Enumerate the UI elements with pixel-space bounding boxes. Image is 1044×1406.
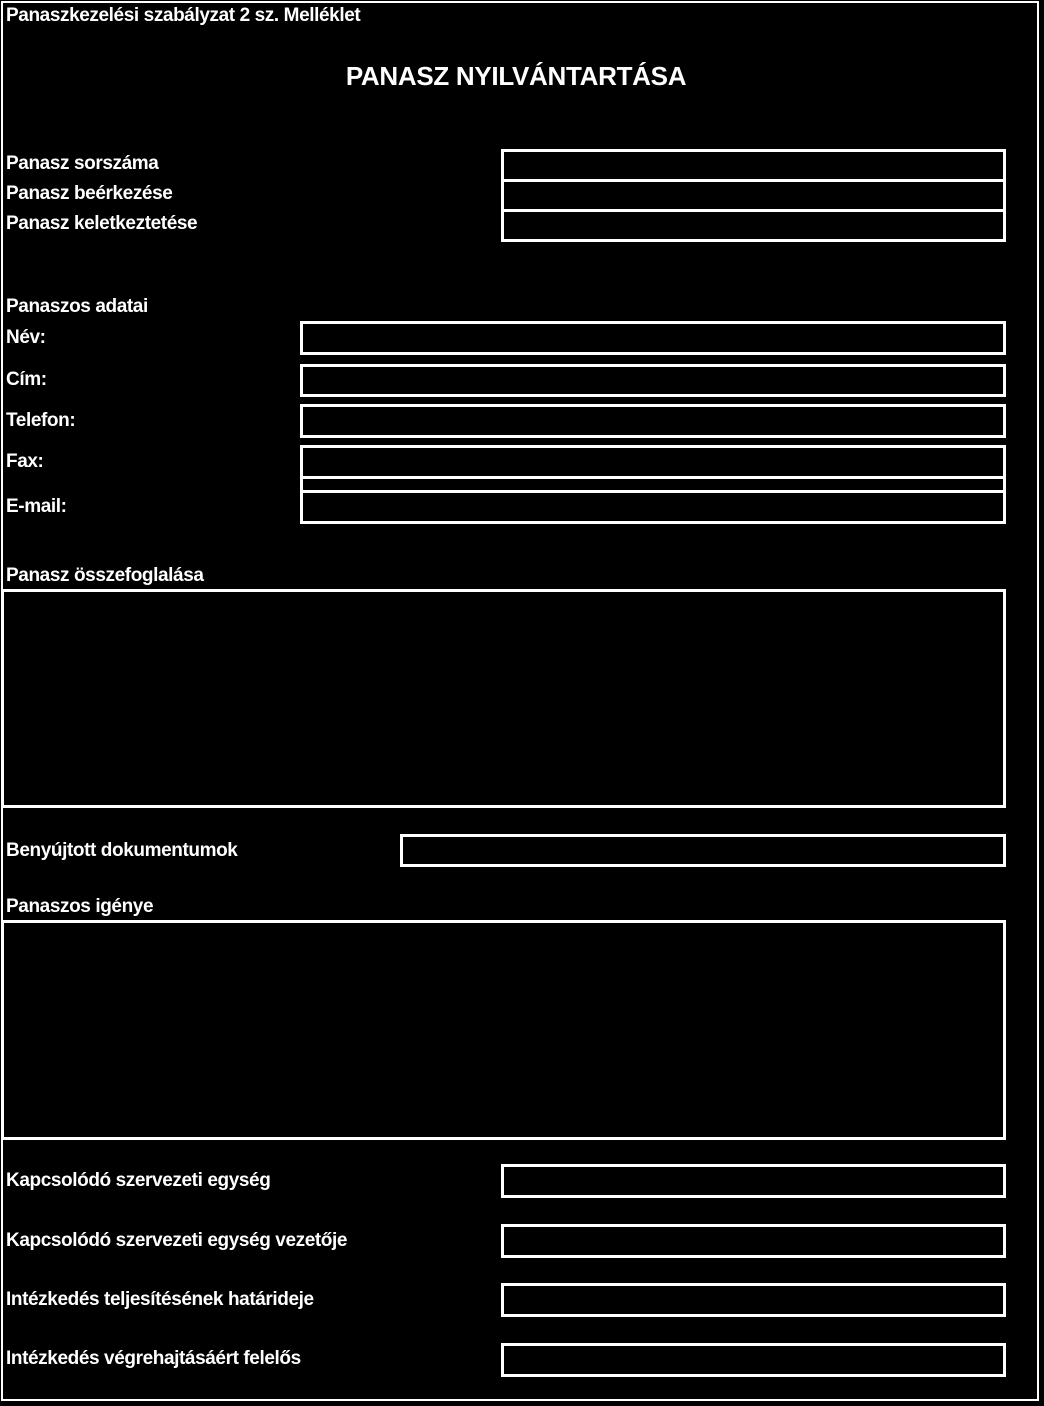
complainant-section-label: Panaszos adatai [6, 296, 148, 317]
appendix-note: Panaszkezelési szabályzat 2 sz. Melléklet [6, 5, 361, 26]
unit-field[interactable] [501, 1164, 1006, 1198]
deadline-field[interactable] [501, 1283, 1006, 1317]
received-field[interactable] [501, 179, 1006, 212]
deadline-label: Intézkedés teljesítésének határideje [6, 1289, 314, 1310]
received-label: Panasz beérkezése [6, 183, 173, 204]
name-field[interactable] [300, 321, 1006, 355]
name-label: Név: [6, 327, 46, 348]
address-label: Cím: [6, 369, 47, 390]
unit-head-label: Kapcsolódó szervezeti egység vezetője [6, 1230, 348, 1251]
claim-textarea[interactable] [1, 920, 1006, 1140]
page-title: PANASZ NYILVÁNTARTÁSA [345, 61, 687, 91]
responsible-label: Intézkedés végrehajtásáért felelős [6, 1348, 301, 1369]
summary-textarea[interactable] [1, 589, 1006, 808]
email-label: E-mail: [6, 496, 67, 517]
summary-label: Panasz összefoglalása [6, 565, 204, 586]
email-field[interactable] [300, 490, 1006, 524]
fax-label: Fax: [6, 451, 44, 472]
origin-field[interactable] [501, 209, 1006, 242]
unit-label: Kapcsolódó szervezeti egység [6, 1170, 271, 1191]
phone-label: Telefon: [6, 410, 76, 431]
serial-field[interactable] [501, 149, 1006, 182]
address-field[interactable] [300, 364, 1006, 397]
documents-label: Benyújtott dokumentumok [6, 840, 238, 861]
fax-field[interactable] [300, 445, 1006, 479]
serial-label: Panasz sorszáma [6, 153, 159, 174]
claim-label: Panaszos igénye [6, 896, 154, 917]
origin-label: Panasz keletkeztetése [6, 213, 198, 234]
documents-field[interactable] [400, 834, 1006, 867]
responsible-field[interactable] [501, 1343, 1006, 1377]
phone-field[interactable] [300, 404, 1006, 438]
unit-head-field[interactable] [501, 1224, 1006, 1258]
